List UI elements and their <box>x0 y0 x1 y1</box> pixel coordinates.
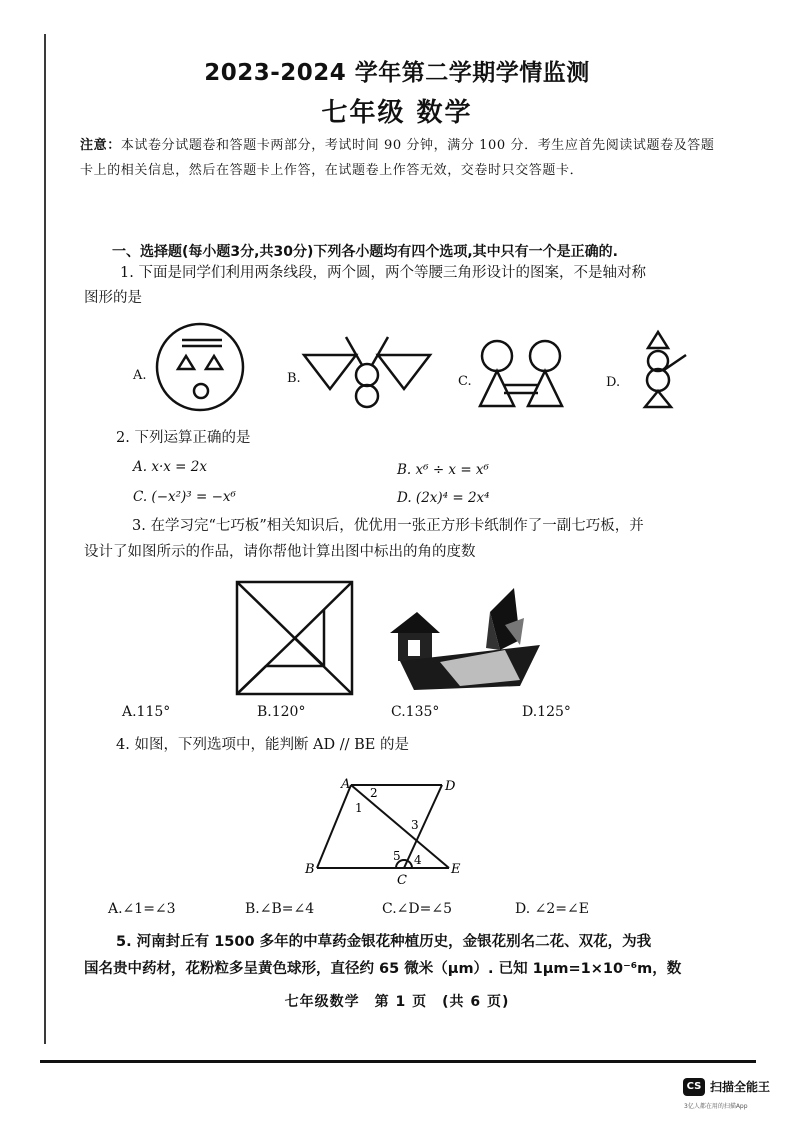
q2-option-d[interactable]: D. (2x)⁴ = 2x⁴ <box>397 490 490 506</box>
bottom-divider <box>40 1060 756 1063</box>
q4-option-d[interactable]: D. ∠2=∠E <box>515 901 589 917</box>
q3-stem-line1: 3. 在学习完“七巧板”相关知识后，优优用一张正方形卡纸制作了一副七巧板，并 <box>132 518 644 534</box>
exam-subject: 七年级 数学 <box>321 98 473 128</box>
q4-point-c: C <box>397 873 407 888</box>
notice-label: 注意： <box>80 138 121 153</box>
q3-option-c[interactable]: C.135° <box>391 704 440 720</box>
q3-option-b[interactable]: B.120° <box>257 704 306 720</box>
q4-angle-2: 2 <box>370 786 378 800</box>
q4-option-c[interactable]: C.∠D=∠5 <box>382 901 452 917</box>
q4-angle-1: 1 <box>355 801 363 815</box>
camscanner-name: 扫描全能王 <box>710 1080 771 1094</box>
section-heading: 一、选择题(每小题3分,共30分)下列各小题均有四个选项,其中只有一个是正确的. <box>112 244 618 260</box>
q4-angle-3: 3 <box>411 818 419 832</box>
q3-stem-line2: 设计了如图所示的作品，请你帮他计算出图中标出的角的度数 <box>84 544 476 560</box>
q4-stem: 4. 如图，下列选项中，能判断 AD // BE 的是 <box>116 737 409 753</box>
q1-option-b-label: B. <box>287 371 301 386</box>
q2-stem: 2. 下列运算正确的是 <box>116 430 251 446</box>
page-footer: 七年级数学 第 1 页 (共 6 页) <box>284 994 510 1010</box>
q4-angle-4: 4 <box>414 853 422 867</box>
q4-point-e: E <box>451 862 461 877</box>
q1-option-d-label: D. <box>606 375 621 390</box>
q2-option-a[interactable]: A. x·x = 2x <box>133 459 207 475</box>
q2-option-c[interactable]: C. (−x²)³ = −x⁶ <box>133 489 236 505</box>
q3-option-a[interactable]: A.115° <box>122 704 171 720</box>
q4-option-a[interactable]: A.∠1=∠3 <box>108 901 176 917</box>
q4-point-d: D <box>445 779 456 794</box>
q5-stem-line2: 国名贵中药材，花粉粒多呈黄色球形，直径约 65 微米（μm）. 已知 1μm=1×10⁻⁶m，数 <box>84 961 682 977</box>
q4-lines <box>317 785 449 868</box>
q4-angle-5: 5 <box>393 849 401 863</box>
camscanner-tagline: 3亿人都在用的扫描App <box>684 1103 748 1110</box>
q4-point-b: B <box>305 862 315 877</box>
q2-option-b[interactable]: B. x⁶ ÷ x = x⁶ <box>397 462 489 478</box>
notice-text: 本试卷分试题卷和答题卡两部分，考试时间 90 分钟，满分 100 分．考生应首先阅读试题卷及答题卡上的相关信息，然后在答题卡上作答，在试题卷上作答无效，交卷时只交答题卡． <box>80 138 715 178</box>
q5-stem-line1: 5. 河南封丘有 1500 多年的中草药金银花种植历史，金银花别名二花、双花，为我 <box>116 934 652 950</box>
q1-stem-line1: 1. 下面是同学们利用两条线段，两个圆，两个等腰三角形设计的图案，不是轴对称 <box>120 265 646 281</box>
camscanner-logo-icon: CS <box>683 1078 705 1096</box>
q1-option-c-label: C. <box>458 374 472 389</box>
q3-option-d[interactable]: D.125° <box>522 704 571 720</box>
q1-option-a-label: A. <box>133 368 147 383</box>
q4-point-a: A <box>341 777 351 792</box>
q4-option-b[interactable]: B.∠B=∠4 <box>245 901 315 917</box>
q1-stem-line2: 图形的是 <box>84 290 142 306</box>
exam-title: 2023-2024 学年第二学期学情监测 <box>204 60 590 86</box>
